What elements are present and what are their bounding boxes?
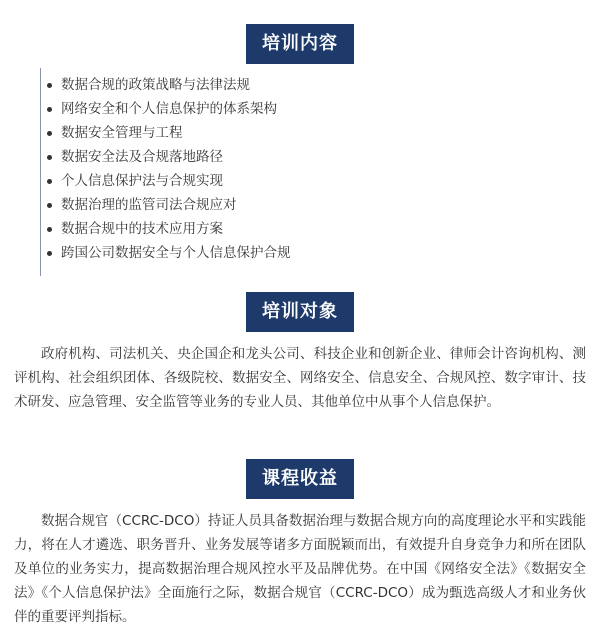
- bullet-icon: [47, 179, 52, 184]
- list-item: [41, 241, 561, 265]
- course-benefits-paragraph: 数据合规官（CCRC-DCO）持证人员具备数据治理与数据合规方向的高度理论水平和实践能力，将在人才遴选、职务晋升、业务发展等诸多方面脱颖而出，有效提升自身竞争力和所在团队及单位的业务实力，提高数据治理合规风控水平及品牌优势。在中国《网络安全法》《数据安全法》《个人信息保护法》全面施行之际，数据合规官（CCRC-DCO）成为甄选高级人才和业务伙伴的重要评判指标。: [14, 513, 586, 625]
- section-title-training-content: 培训内容: [246, 24, 354, 64]
- list-item: [41, 121, 561, 145]
- list-item-label: 数据合规的政策战略与法律法规: [61, 77, 250, 93]
- training-content-list: [40, 68, 561, 276]
- list-item: [41, 217, 561, 241]
- list-item: [41, 73, 561, 97]
- list-item: [41, 145, 561, 169]
- list-item-label: 网络安全和个人信息保护的体系架构: [61, 101, 277, 117]
- list-item: [41, 97, 561, 121]
- list-item: [41, 193, 561, 217]
- bullet-icon: [47, 227, 52, 232]
- list-item-label: 跨国公司数据安全与个人信息保护合规: [61, 245, 291, 261]
- list-item-label: 数据安全管理与工程: [61, 125, 183, 141]
- training-audience-paragraph: 政府机构、司法机关、央企国企和龙头公司、科技企业和创新企业、律师会计咨询机构、测评机构、社会组织团体、各级院校、数据安全、网络安全、信息安全、合规风控、数字审计、技术研发、应急管理、安全监管等业务的专业人员、其他单位中从事个人信息保护。: [14, 346, 586, 410]
- list-item-label: 数据治理的监管司法合规应对: [61, 197, 237, 213]
- bullet-icon: [47, 251, 52, 256]
- bullet-icon: [47, 203, 52, 208]
- bullet-icon: [47, 155, 52, 160]
- list-item-label: 个人信息保护法与合规实现: [61, 173, 223, 189]
- bullet-icon: [47, 83, 52, 88]
- section-title-training-audience: 培训对象: [246, 292, 354, 332]
- bullet-icon: [47, 131, 52, 136]
- section-title-course-benefits: 课程收益: [246, 459, 354, 499]
- list-item: [41, 169, 561, 193]
- list-item-label: 数据合规中的技术应用方案: [61, 221, 223, 237]
- bullet-icon: [47, 107, 52, 112]
- list-item-label: 数据安全法及合规落地路径: [61, 149, 223, 165]
